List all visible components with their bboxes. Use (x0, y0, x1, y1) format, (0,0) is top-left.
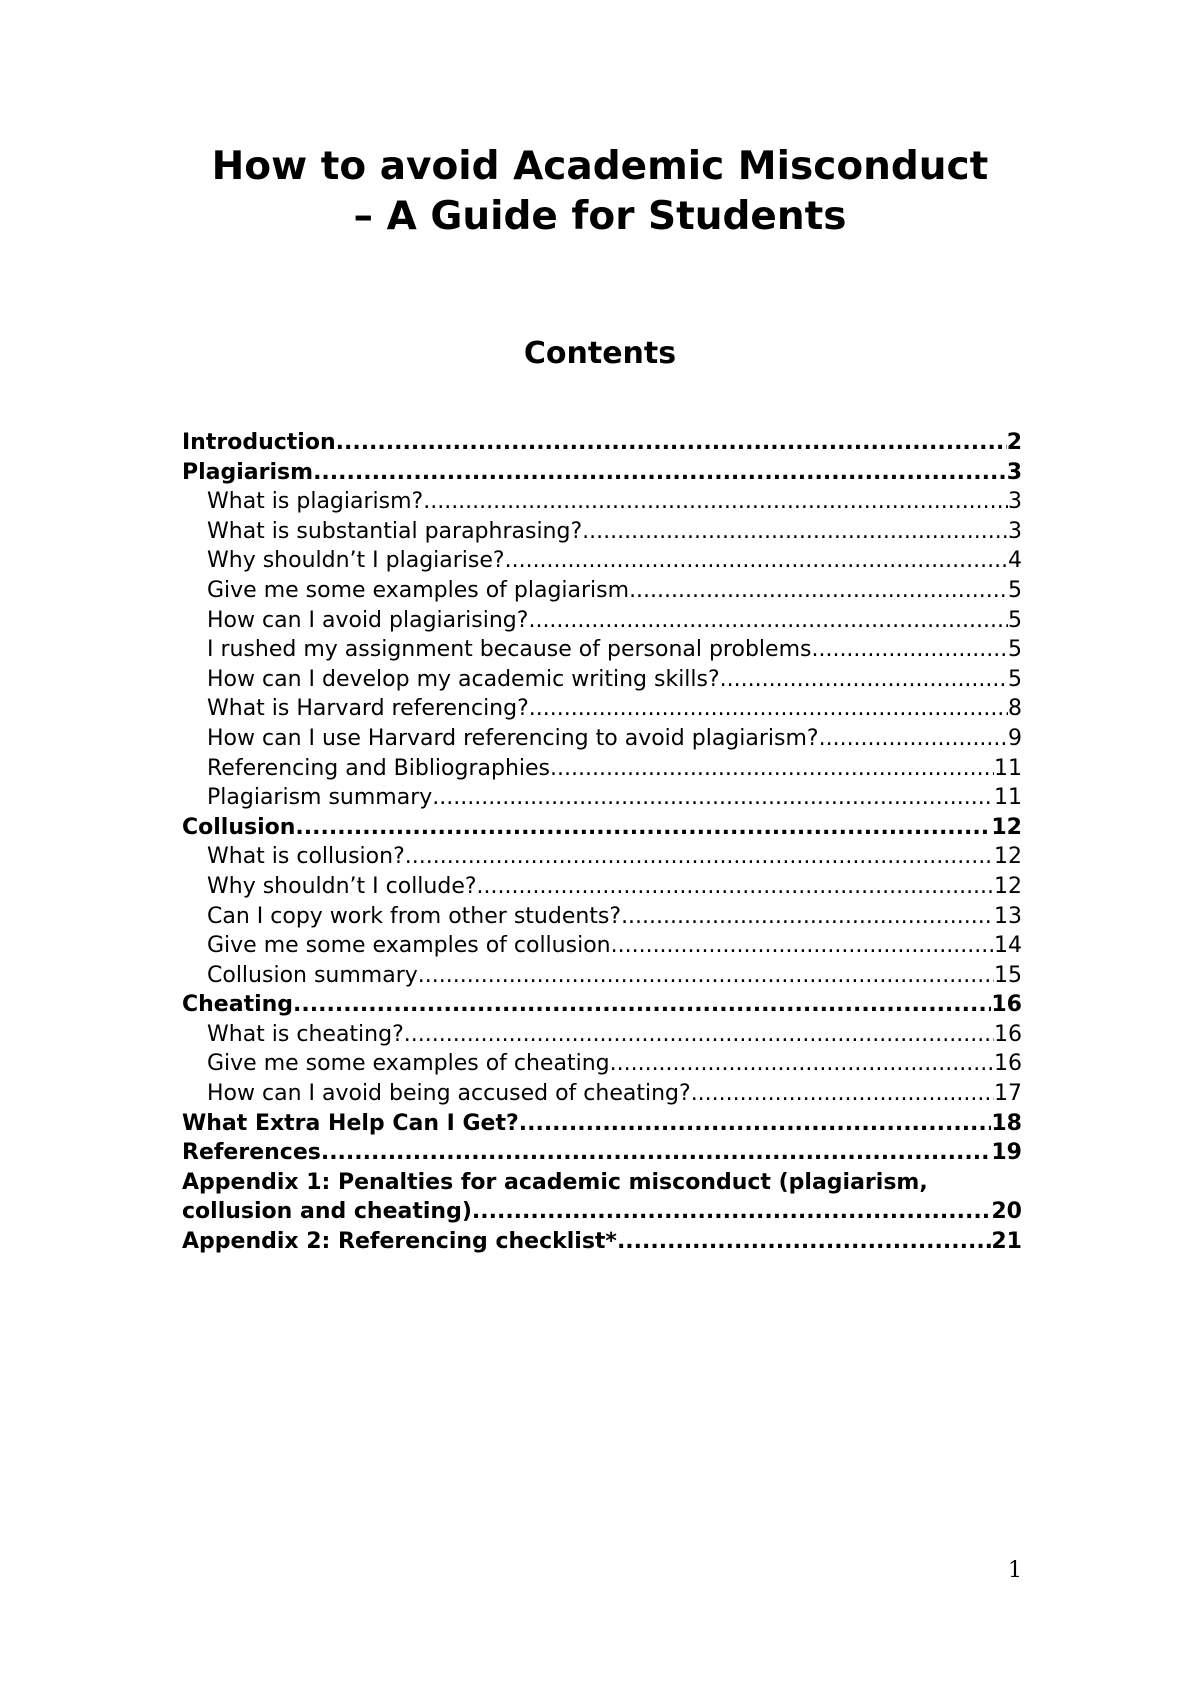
toc-leader-dots (418, 961, 994, 991)
toc-entry-what-is-collusion[interactable] (182, 842, 1022, 872)
toc-page-number: 21 (991, 1229, 1022, 1255)
toc-leader-dots (691, 1079, 994, 1109)
toc-entry-appendix-1[interactable] (182, 1168, 1022, 1227)
toc-entry-plagiarism[interactable] (182, 458, 1022, 488)
document-title (0, 142, 1200, 242)
toc-leader-dots (629, 576, 1008, 606)
toc-entry-label: Can I copy work from other students? (207, 903, 622, 929)
toc-entry-label-line-1: Appendix 1: Penalties for academic misconduct (plagiarism, (182, 1169, 928, 1195)
toc-leader-dots (472, 1197, 991, 1227)
toc-page-number: 4 (1008, 548, 1022, 574)
toc-leader-dots (617, 1227, 991, 1257)
toc-page-number: 2 (1006, 430, 1022, 455)
toc-entry-label: Collusion summary (207, 962, 418, 988)
toc-entry-label: Appendix 2: Referencing checklist* (182, 1229, 617, 1255)
toc-entry-label: What is plagiarism? (207, 489, 424, 515)
toc-entry-avoid-plagiarising[interactable] (182, 606, 1022, 636)
toc-leader-dots (423, 487, 1008, 517)
toc-leader-dots (720, 665, 1008, 695)
page-number: 1 (1008, 1558, 1022, 1583)
toc-leader-dots (295, 813, 991, 843)
toc-entry-label: Plagiarism summary (207, 785, 433, 811)
toc-page-number: 13 (994, 903, 1022, 929)
toc-leader-dots (528, 606, 1008, 636)
toc-page-number: 5 (1008, 607, 1022, 633)
toc-page-number: 12 (991, 814, 1022, 840)
toc-entry-label: What is cheating? (207, 1021, 404, 1047)
toc-entry-label: What is Harvard referencing? (207, 696, 529, 722)
toc-page-number: 17 (994, 1081, 1022, 1107)
toc-page-number: 11 (994, 785, 1022, 811)
toc-entry-label: References (182, 1140, 321, 1166)
toc-page-number: 16 (994, 1051, 1022, 1077)
toc-entry-plagiarism-summary[interactable] (182, 783, 1022, 813)
toc-entry-label: What is collusion? (207, 844, 405, 870)
toc-entry-label: How can I use Harvard referencing to avoid plagiarism? (207, 725, 819, 751)
toc-page-number: 14 (994, 933, 1022, 959)
toc-entry-references[interactable] (182, 1138, 1022, 1168)
toc-entry-cheating[interactable] (182, 990, 1022, 1020)
toc-entry-examples-of-cheating[interactable] (182, 1049, 1022, 1079)
toc-entry-referencing-bibliographies[interactable] (182, 754, 1022, 784)
toc-page-number: 3 (1006, 459, 1022, 485)
toc-entry-label: Plagiarism (182, 459, 314, 485)
toc-entry-label: Why shouldn’t I collude? (207, 873, 477, 899)
toc-leader-dots (477, 872, 994, 902)
toc-entry-avoid-cheating-accusation[interactable] (182, 1079, 1022, 1109)
toc-page-number: 5 (1008, 666, 1022, 692)
toc-leader-dots (405, 842, 994, 872)
toc-page-number: 3 (1008, 518, 1022, 544)
toc-entry-why-not-plagiarise[interactable] (182, 546, 1022, 576)
toc-page-number: 18 (991, 1110, 1022, 1136)
toc-entry-label: Cheating (182, 992, 294, 1018)
toc-entry-label: How can I develop my academic writing skills? (207, 666, 720, 692)
toc-leader-dots (610, 1049, 994, 1079)
toc-page-number: 5 (1008, 577, 1022, 603)
toc-page-number: 8 (1008, 696, 1022, 722)
toc-entry-examples-of-collusion[interactable] (182, 931, 1022, 961)
toc-leader-dots (621, 902, 994, 932)
toc-leader-dots (321, 1138, 992, 1168)
document-title-line-2: – A Guide for Students (353, 194, 847, 239)
document-title-line-1: How to avoid Academic Misconduct (211, 144, 989, 189)
toc-leader-dots (336, 428, 1007, 458)
toc-entry-label: Collusion (182, 814, 296, 840)
toc-entry-label: What Extra Help Can I Get? (182, 1110, 519, 1136)
toc-entry-rushed-assignment[interactable] (182, 635, 1022, 665)
toc-entry-label: Introduction (182, 430, 336, 455)
toc-page-number: 12 (994, 844, 1022, 870)
table-of-contents (182, 428, 1022, 1257)
toc-entry-examples-of-plagiarism[interactable] (182, 576, 1022, 606)
toc-page-number: 19 (991, 1140, 1022, 1166)
toc-leader-dots (404, 1020, 994, 1050)
toc-entry-what-is-cheating[interactable] (182, 1020, 1022, 1050)
toc-entry-why-not-collude[interactable] (182, 872, 1022, 902)
toc-entry-harvard-referencing[interactable] (182, 694, 1022, 724)
toc-page-number: 20 (991, 1199, 1022, 1225)
contents-heading: Contents (523, 336, 677, 371)
toc-leader-dots (313, 458, 1007, 488)
toc-entry-label: How can I avoid being accused of cheating? (207, 1081, 691, 1107)
toc-entry-collusion-summary[interactable] (182, 961, 1022, 991)
toc-leader-dots (293, 990, 991, 1020)
toc-leader-dots (432, 783, 994, 813)
toc-page-number: 11 (994, 755, 1022, 781)
toc-leader-dots (819, 724, 1008, 754)
toc-page-number: 16 (991, 992, 1022, 1018)
toc-leader-dots (811, 635, 1008, 665)
toc-leader-dots (550, 754, 994, 784)
toc-entry-label-line-2: collusion and cheating) (182, 1199, 472, 1225)
toc-entry-appendix-2[interactable] (182, 1227, 1022, 1257)
toc-entry-label: Give me some examples of cheating (207, 1051, 610, 1077)
toc-leader-dots (505, 546, 1008, 576)
toc-entry-extra-help[interactable] (182, 1109, 1022, 1139)
toc-entry-what-is-plagiarism[interactable] (182, 487, 1022, 517)
toc-leader-dots (582, 517, 1008, 547)
toc-entry-label: What is substantial paraphrasing? (207, 518, 583, 544)
toc-entry-substantial-paraphrasing[interactable] (182, 517, 1022, 547)
toc-entry-label: How can I avoid plagiarising? (207, 607, 529, 633)
toc-page-number: 15 (994, 962, 1022, 988)
toc-page-number: 12 (994, 873, 1022, 899)
toc-leader-dots (529, 694, 1008, 724)
toc-entry-collusion[interactable] (182, 813, 1022, 843)
toc-leader-dots (611, 931, 994, 961)
toc-page-number: 3 (1008, 489, 1022, 515)
toc-entry-academic-writing-skills[interactable] (182, 665, 1022, 695)
toc-entry-label: Give me some examples of collusion (207, 933, 611, 959)
toc-entry-introduction[interactable] (182, 428, 1022, 458)
toc-entry-label: Why shouldn’t I plagiarise? (207, 548, 505, 574)
toc-page-number: 9 (1008, 725, 1022, 751)
toc-entry-harvard-avoid-plagiarism[interactable] (182, 724, 1022, 754)
toc-entry-label: Referencing and Bibliographies (207, 755, 551, 781)
toc-page-number: 5 (1008, 637, 1022, 663)
toc-entry-copy-work[interactable] (182, 902, 1022, 932)
toc-leader-dots (519, 1109, 992, 1139)
toc-entry-label: Give me some examples of plagiarism (207, 577, 630, 603)
toc-page-number: 16 (994, 1021, 1022, 1047)
toc-entry-label: I rushed my assignment because of personal problems (207, 637, 812, 663)
